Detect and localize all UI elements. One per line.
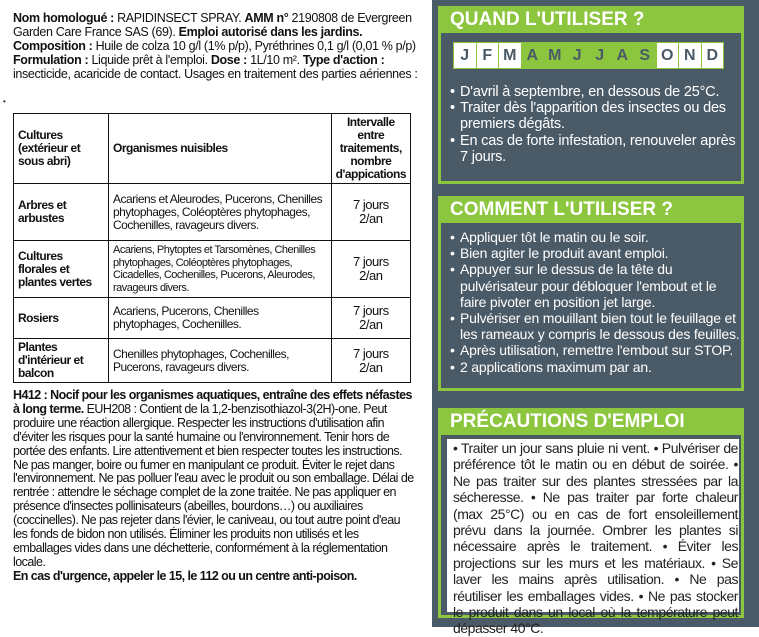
intro-line-5: insecticide, acaricide de contact. Usages en traitement des parties aériennes : (13, 67, 418, 81)
how-title: COMMENT L'UTILISER ? (438, 196, 744, 223)
table-row (14, 339, 411, 383)
intro-line-2: Garden Care France SAS (69). Emploi autorisé dans les jardins. (13, 25, 363, 39)
table-cell-intervalle: 7 jours 2/an (331, 184, 410, 241)
table-cell-intervalle: 7 jours 2/an (331, 241, 410, 298)
table-cell-culture: Rosiers (14, 298, 109, 339)
intro-line-3: Composition : Huile de colza 10 g/l (1% p/p), Pyréthrines 0,1 g/l (0,01 % p/p) (13, 39, 416, 53)
list-item: • 2 applications maximum par an. (450, 359, 740, 375)
table-header-cultures: Cultures (extérieur et sous abri) (14, 114, 109, 184)
table-cell-organismes: Acariens, Phytoptes et Tarsomènes, Chenilles phytophages, Coléoptères phytophages, Cicadelles, Cochenilles, Pucerons, Aleurodes, ravageurs divers. (109, 241, 332, 298)
usage-table (13, 113, 411, 383)
list-item: • Appliquer tôt le matin ou le soir. (450, 229, 740, 245)
list-item: • Après utilisation, remettre l'embout sur STOP. (450, 342, 740, 358)
month-cell: F (476, 42, 500, 69)
list-item: • Appuyer sur le dessus de la tête du pulvérisateur pour débloquer l'embout et le faire pivoter en position jet large. (450, 261, 740, 310)
table-cell-organismes: Chenilles phytophages, Cochenilles, Pucerons, ravageurs divers. (109, 339, 332, 383)
month-cell: D (701, 42, 725, 69)
month-cell: N (678, 42, 702, 69)
table-row (14, 298, 411, 339)
table-row (14, 241, 411, 298)
safety-instructions: EUH208 : Contient de la 1,2-benzisothiazol-3(2H)-one. Peut produire une réaction allergique. Respecter les instructions d'utilisation afin d'éviter les risques pour la santé humaine ou l'environnement. Tenir hors de portée des enfants. Lire attentivement et bien respecter toutes les instructions. Ne pas manger, boire ou fumer en manipulant ce produit. Éviter le rejet dans l'environnement. Ne pas polluer l'eau avec le produit ou son emballage. Délai de rentrée : attendre le séchage complet de la zone traitée. Ne pas appliquer en présence d'insectes pollinisateurs (abeilles, bourdons…) ou auxiliaires (coccinelles). Ne pas rejeter dans l'évier, le caniveau, ou tout autre point d'eau les fonds de bidon non utilisés. Éliminer les produits non utilisés et les emballages vides dans une déchetterie, conformément à la réglementation locale. (13, 401, 414, 569)
bullet-dot: • (3, 97, 6, 106)
precautions-title: PRÉCAUTIONS D'EMPLOI (438, 408, 744, 435)
month-cell: J (566, 42, 590, 69)
hazard-statement: H412 : Nocif pour les organismes aquatiques, entraîne des effets néfastes à long terme. (13, 388, 412, 416)
month-cell: M (543, 42, 567, 69)
month-cell: J (453, 42, 477, 69)
when-list (450, 84, 740, 165)
list-item: • Bien agiter le produit avant emploi. (450, 245, 740, 261)
list-item: • D'avril à septembre, en dessous de 25°C. (450, 84, 740, 100)
table-cell-culture: Cultures florales et plantes vertes (14, 241, 109, 298)
table-header-intervalle: Intervalle entre traitements, nombre d'appications (331, 114, 410, 184)
emergency-contact: En cas d'urgence, appeler le 15, le 112 ou un centre anti-poison. (13, 568, 357, 583)
intro-line-4: Formulation : Liquide prêt à l'emploi. Dose : 1L/10 m². Type d'action : (13, 53, 385, 67)
table-cell-culture: Arbres et arbustes (14, 184, 109, 241)
table-cell-organismes: Acariens et Aleurodes, Pucerons, Chenilles phytophages, Coléoptères phytophages, Cochenilles, ravageurs divers. (109, 184, 332, 241)
table-cell-intervalle: 7 jours 2/an (331, 298, 410, 339)
month-cell: O (656, 42, 680, 69)
month-calendar (453, 42, 723, 69)
intro-line-1: Nom homologué : RAPIDINSECT SPRAY. AMM n° 2190808 de Evergreen (13, 11, 412, 25)
product-identification (13, 11, 423, 81)
month-cell: J (588, 42, 612, 69)
table-header-organismes: Organismes nuisibles (109, 114, 332, 184)
table-cell-culture: Plantes d'intérieur et balcon (14, 339, 109, 383)
month-cell: S (633, 42, 657, 69)
precautions-text: • Traiter un jour sans pluie ni vent. • Pulvériser de préférence tôt le matin ou en début de soirée. • Ne pas traiter sur des plantes stressées par la sécheresse. • Ne pas traiter par forte chaleur (max 25°C) ou en cas de fort ensoleillement prévu dans la journée. Ombrer les plantes si nécessaire après le traitement. • Éviter les projections sur les murs et les matériaux. • Se laver les mains après utilisation. • Ne pas réutiliser les emballages vides. • Ne pas stocker le produit dans un local où la température peut dépasser 40°C. (453, 440, 738, 637)
table-cell-organismes: Acariens, Pucerons, Chenilles phytophages, Cochenilles. (109, 298, 332, 339)
list-item: • Traiter dès l'apparition des insectes ou des premiers dégâts. (450, 100, 740, 132)
month-cell: A (521, 42, 545, 69)
month-cell: A (611, 42, 635, 69)
month-cell: M (498, 42, 522, 69)
table-row (14, 184, 411, 241)
table-header-row (14, 114, 411, 184)
list-item: • Pulvériser en mouillant bien tout le feuillage et les rameaux y compris le dessous des feuilles. (450, 310, 740, 342)
how-list (450, 229, 740, 375)
when-title: QUAND L'UTILISER ? (438, 6, 744, 33)
safety-warning-text (13, 389, 415, 584)
table-cell-intervalle: 7 jours 2/an (331, 339, 410, 383)
list-item: • En cas de forte infestation, renouveler après 7 jours. (450, 133, 740, 165)
